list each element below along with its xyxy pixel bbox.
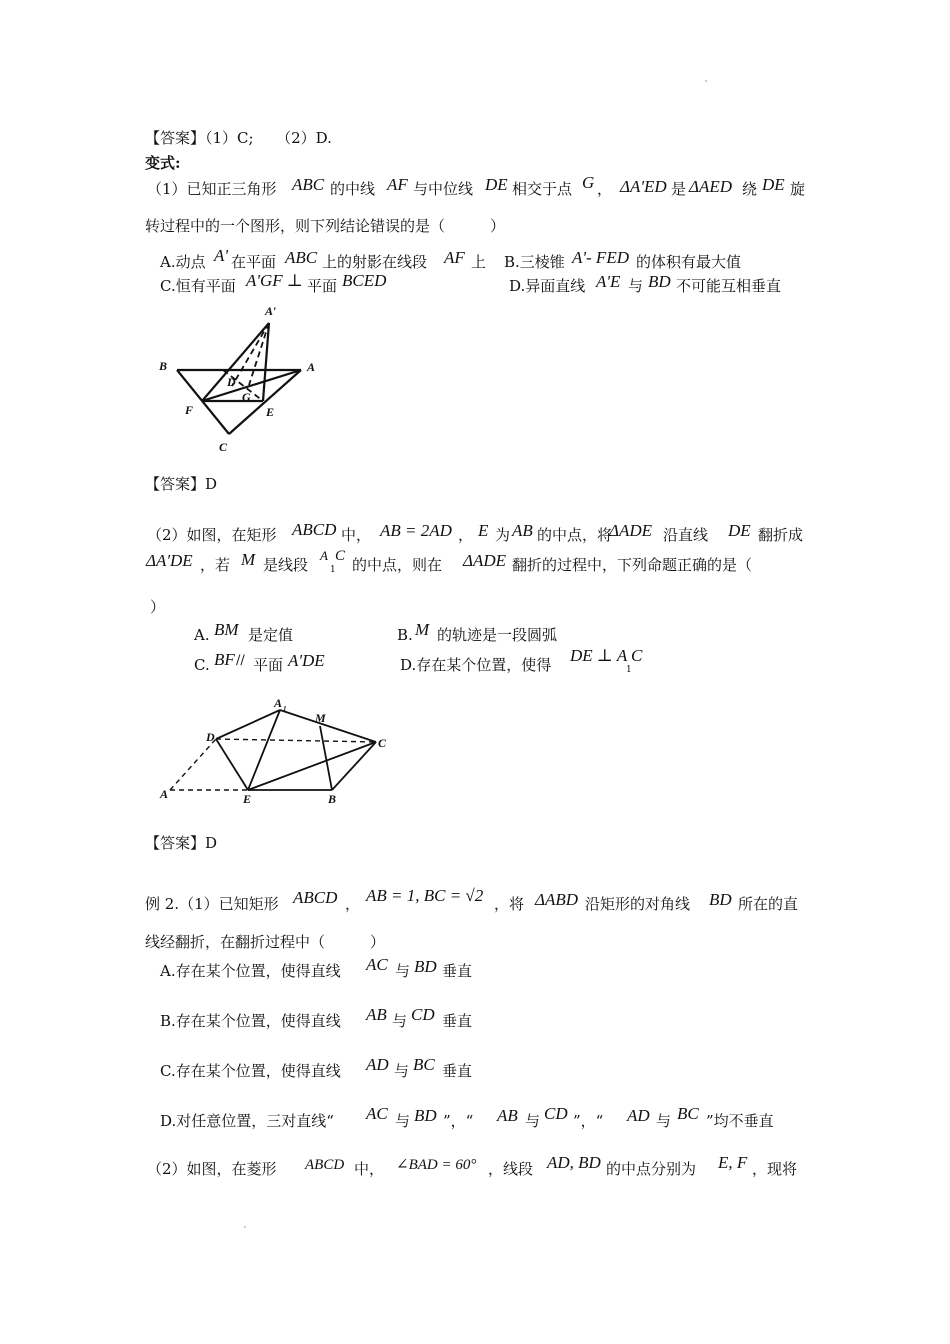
previous-answer: 【答案】（1）C; （2）D. [145, 129, 332, 147]
scan-dot [244, 1226, 246, 1228]
edge-BC [332, 742, 376, 790]
fold-rectangle-figure [160, 695, 410, 815]
edge-EC [248, 742, 376, 790]
label-d: D [206, 730, 215, 744]
tetrahedron-figure [150, 302, 330, 452]
edge-A'F [202, 323, 269, 401]
scan-dot [705, 80, 707, 82]
label-f: F [185, 403, 194, 417]
edge-A'D [232, 323, 269, 386]
label-a-prime: A′ [265, 304, 277, 318]
label-a: A [160, 787, 169, 801]
edge-AD [170, 739, 216, 790]
label-e: E [266, 405, 275, 419]
label-b: B [328, 792, 337, 806]
label-d: D [227, 375, 236, 389]
variant1-answer: 【答案】D [145, 475, 218, 493]
label-e: E [243, 792, 252, 806]
label-c: C [378, 736, 387, 750]
label-c: C [219, 440, 228, 454]
edge-MB [320, 726, 332, 790]
label-m: M [315, 711, 326, 725]
label-a1-sub: 1 [283, 705, 287, 713]
label-a: A [307, 360, 316, 374]
edge-A1C [280, 710, 376, 742]
edge-DC [216, 739, 376, 742]
label-a1: A [274, 696, 283, 710]
edge-DE [216, 739, 248, 790]
variant2-answer: 【答案】D [145, 834, 218, 852]
label-g: G [242, 390, 251, 404]
label-b: B [159, 359, 168, 373]
variant-title: 变式: [145, 154, 181, 172]
